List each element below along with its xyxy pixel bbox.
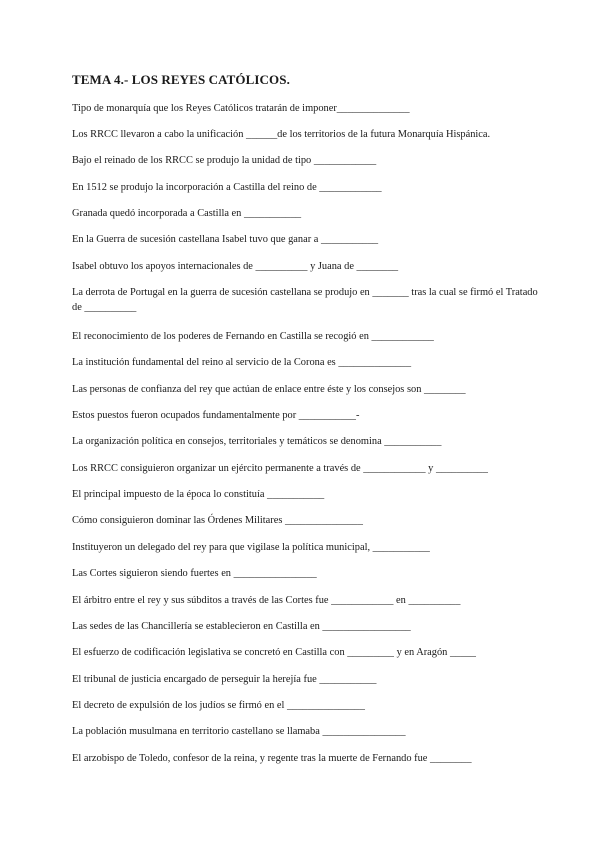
- page-title: TEMA 4.- LOS REYES CATÓLICOS.: [72, 72, 290, 87]
- question-10: La institución fundamental del reino al servicio de la Corona es ______________: [72, 357, 412, 368]
- question-8: La derrota de Portugal en la guerra de sucesión castellana se produjo en _______ tras la cual se firmó el Tratado de __________: [72, 287, 538, 313]
- question-19: El árbitro entre el rey y sus súbditos a través de las Cortes fue ____________ en __________: [72, 595, 461, 606]
- question-25: El arzobispo de Toledo, confesor de la reina, y regente tras la muerte de Fernando fue ________: [72, 753, 472, 764]
- question-15: El principal impuesto de la época lo constituía ___________: [72, 489, 325, 500]
- question-13: La organización política en consejos, territoriales y temáticos se denomina ___________: [72, 436, 442, 447]
- question-24: La población musulmana en territorio castellano se llamaba ________________: [72, 726, 406, 737]
- question-2: Los RRCC llevaron a cabo la unificación ______de los territorios de la futura Monarquía Hispánica.: [72, 129, 491, 140]
- question-20: Las sedes de las Chancillería se establecieron en Castilla en _________________: [72, 621, 411, 632]
- question-12: Estos puestos fueron ocupados fundamentalmente por ___________-: [72, 410, 360, 421]
- question-9: El reconocimiento de los poderes de Fernando en Castilla se recogió en ____________: [72, 331, 434, 342]
- question-3: Bajo el reinado de los RRCC se produjo la unidad de tipo ____________: [72, 155, 377, 166]
- question-16: Cómo consiguieron dominar las Órdenes Militares _______________: [72, 515, 363, 526]
- question-1: Tipo de monarquía que los Reyes Católicos tratarán de imponer______________: [72, 103, 410, 114]
- question-18: Las Cortes siguieron siendo fuertes en ________________: [72, 568, 317, 579]
- question-17: Instituyeron un delegado del rey para que vigilase la política municipal, ___________: [72, 542, 430, 553]
- question-14: Los RRCC consiguieron organizar un ejército permanente a través de ____________ y __________: [72, 463, 488, 474]
- question-7: Isabel obtuvo los apoyos internacionales de __________ y Juana de ________: [72, 261, 399, 272]
- question-21: El esfuerzo de codificación legislativa se concretó en Castilla con _________ y en Aragón _____: [72, 647, 476, 658]
- question-6: En la Guerra de sucesión castellana Isabel tuvo que ganar a ___________: [72, 234, 379, 245]
- question-5: Granada quedó incorporada a Castilla en ___________: [72, 208, 302, 219]
- question-11: Las personas de confianza del rey que actúan de enlace entre éste y los consejos son ________: [72, 384, 466, 395]
- question-4: En 1512 se produjo la incorporación a Castilla del reino de ____________: [72, 182, 382, 193]
- question-23: El decreto de expulsión de los judíos se firmó en el _______________: [72, 700, 365, 711]
- question-22: El tribunal de justicia encargado de perseguir la herejía fue ___________: [72, 674, 377, 685]
